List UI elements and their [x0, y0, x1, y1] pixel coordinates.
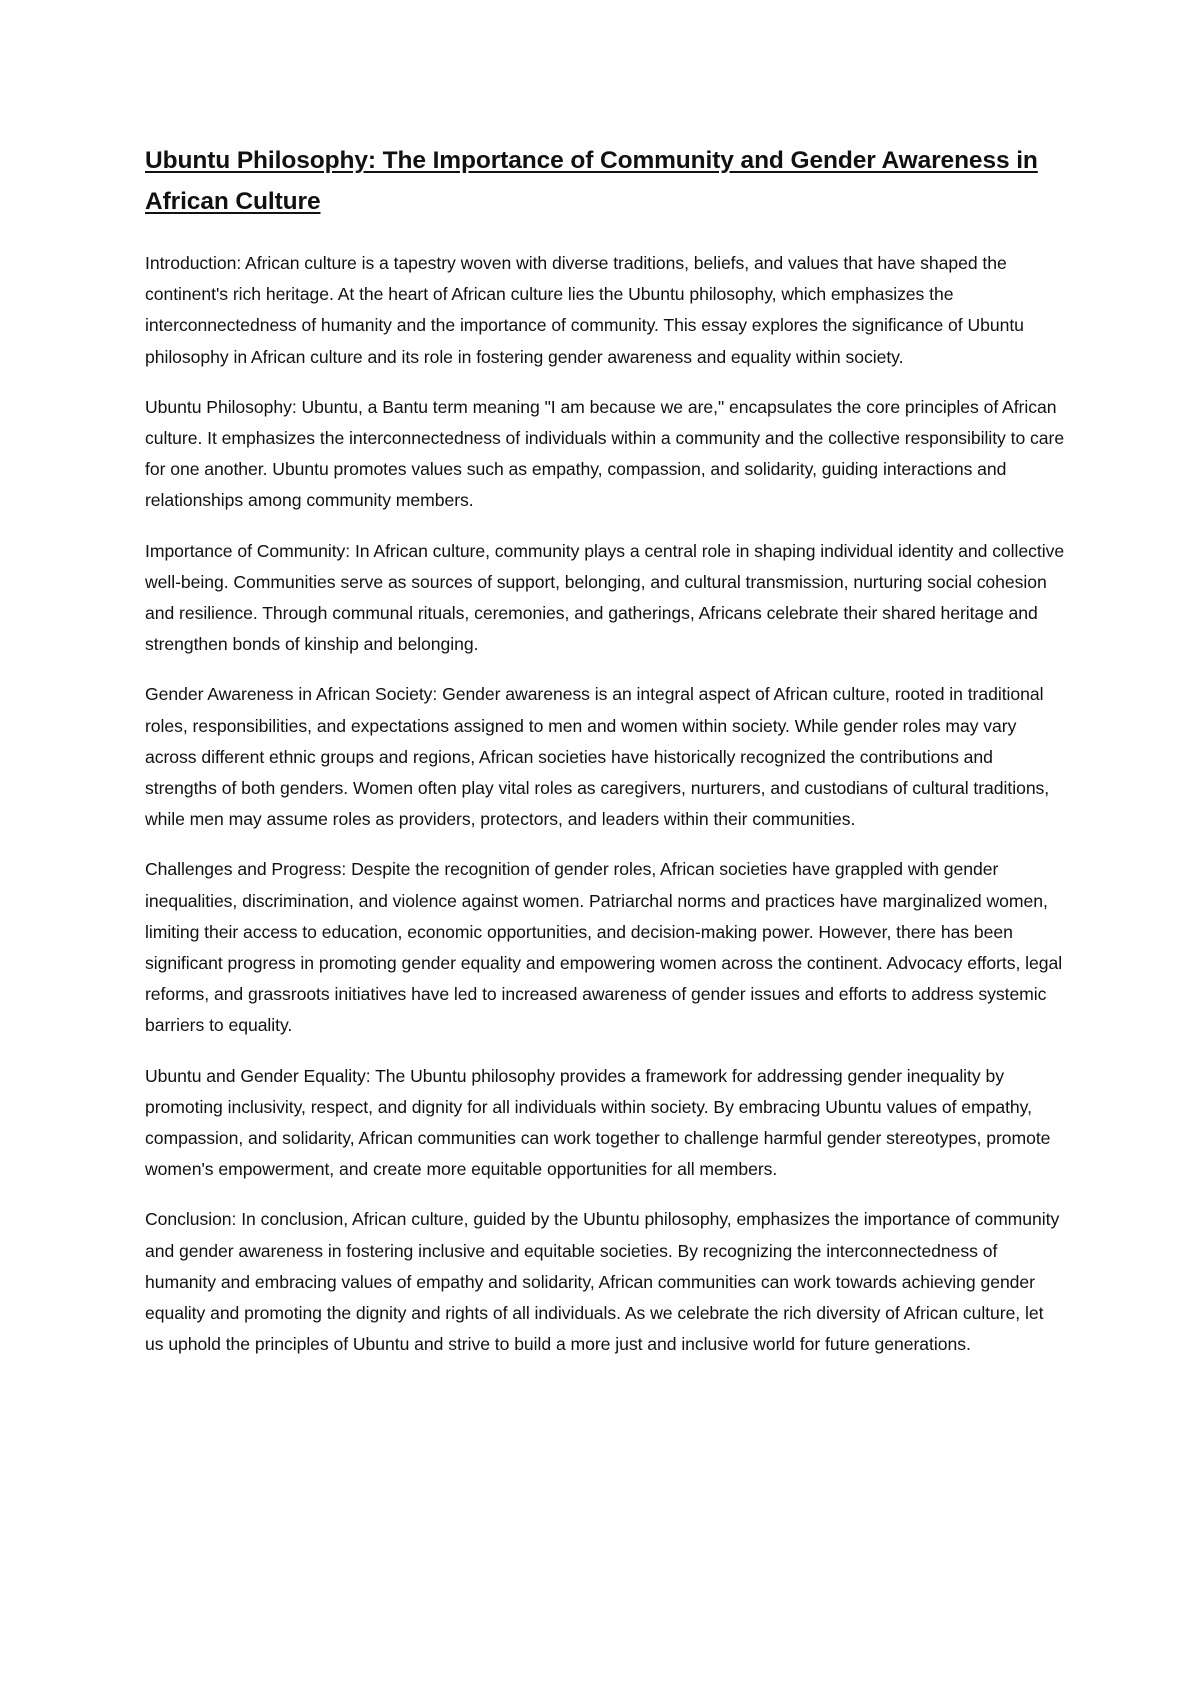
- paragraph-conclusion: Conclusion: In conclusion, African culture, guided by the Ubuntu philosophy, emphasizes the importance of community and gender awareness in fostering inclusive and equitable societies. By recognizing the interconnectedness of humanity and embracing values of empathy and solidarity, African communities can work towards achieving gender equality and promoting the dignity and rights of all individuals. As we celebrate the rich diversity of African culture, let us uphold the principles of Ubuntu and strive to build a more just and inclusive world for future generations.: [145, 1209, 1060, 1355]
- paragraph-challenges-and-progress: Challenges and Progress: Despite the recognition of gender roles, African societies have grappled with gender inequalities, discrimination, and violence against women. Patriarchal norms and practices have marginalized women, limiting their access to education, economic opportunities, and decision-making power. However, there has been significant progress in promoting gender equality and empowering women across the continent. Advocacy efforts, legal reforms, and grassroots initiatives have led to increased awareness of gender issues and efforts to address systemic barriers to equality.: [145, 859, 1063, 1036]
- paragraph-ubuntu-and-gender-equality: Ubuntu and Gender Equality: The Ubuntu philosophy provides a framework for addressing gender inequality by promoting inclusivity, respect, and dignity for all individuals within society. By embracing Ubuntu values of empathy, compassion, and solidarity, African communities can work together to challenge harmful gender stereotypes, promote women's empowerment, and create more equitable opportunities for all members.: [145, 1065, 1051, 1180]
- paragraph-ubuntu-philosophy: Ubuntu Philosophy: Ubuntu, a Bantu term meaning "I am because we are," encapsulates the core principles of African culture. It emphasizes the interconnectedness of individuals within a community and the collective responsibility to care for one another. Ubuntu promotes values such as empathy, compassion, and solidarity, guiding interactions and relationships among community members.: [145, 396, 1065, 511]
- paragraph-gender-awareness: Gender Awareness in African Society: Gender awareness is an integral aspect of African culture, rooted in traditional roles, responsibilities, and expectations assigned to men and women within society. While gender roles may vary across different ethnic groups and regions, African societies have historically recognized the contributions and strengths of both genders. Women often play vital roles as caregivers, nurturers, and custodians of cultural traditions, while men may assume roles as providers, protectors, and leaders within their communities.: [145, 684, 1050, 830]
- paragraph-importance-of-community: Importance of Community: In African culture, community plays a central role in shaping individual identity and collective well-being. Communities serve as sources of support, belonging, and cultural transmission, nurturing social cohesion and resilience. Through communal rituals, ceremonies, and gatherings, Africans celebrate their shared heritage and strengthen bonds of kinship and belonging.: [145, 540, 1065, 655]
- document-title: Ubuntu Philosophy: The Importance of Community and Gender Awareness in African Culture: [145, 147, 1038, 215]
- paragraph-introduction: Introduction: African culture is a tapestry woven with diverse traditions, beliefs, and values that have shaped the continent's rich heritage. At the heart of African culture lies the Ubuntu philosophy, which emphasizes the interconnectedness of humanity and the importance of community. This essay explores the significance of Ubuntu philosophy in African culture and its role in fostering gender awareness and equality within society.: [145, 253, 1024, 367]
